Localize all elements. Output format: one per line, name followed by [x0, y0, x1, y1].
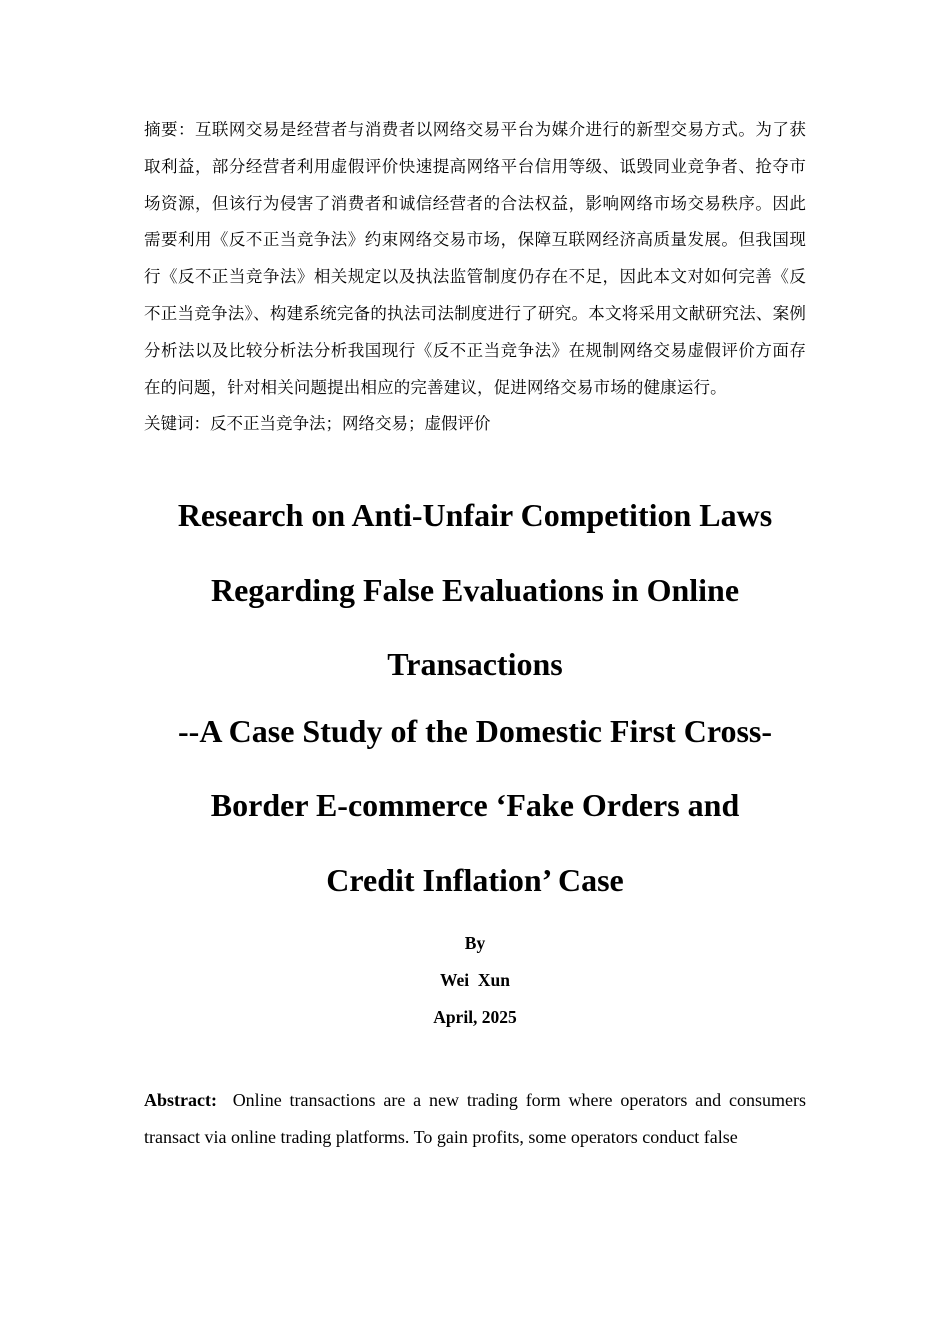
author-name: Wei Xun — [439, 970, 511, 991]
english-abstract — [144, 1082, 806, 1156]
chinese-abstract-label: 摘要： — [144, 120, 195, 139]
english-abstract-text: Online transactions are a new trading form where operators and consumers transact via online trading platforms. To gain profits, some operators conduct false — [144, 1090, 806, 1148]
publication-date: April, 2025 — [433, 1007, 517, 1028]
english-title-line-3: Transactions — [387, 646, 563, 683]
byline — [144, 925, 806, 1036]
document-page — [144, 112, 806, 1156]
chinese-keywords-text: 反不正当竞争法；网络交易；虚假评价 — [210, 414, 491, 434]
english-subtitle-line-3: Credit Inflation’ Case — [326, 861, 624, 898]
byline-by: By — [464, 933, 486, 954]
chinese-keywords — [144, 406, 806, 442]
english-subtitle-line-2: Border E-commerce ‘Fake Orders and — [210, 787, 740, 824]
chinese-abstract-text: 互联网交易是经营者与消费者以网络交易平台为媒介进行的新型交易方式。为了获取利益，部分经营者利用虚假评价快速提高网络平台信用等级、诋毁同业竞争者、抢夺市场资源，但该行为侵害了消费者和诚信经营者的合法权益，影响网络市场交易秩序。因此需要利用《反不正当竞争法》约束网络交易市场，保障互联网经济高质量发展。但我国现行《反不正当竞争法》相关规定以及执法监管制度仍存在不足，因此本文对如何完善《反不正当竞争法》、构建系统完备的执法司法制度进行了研究。本文将采用文献研究法、案例分析法以及比较分析法分析我国现行《反不正当竞争法》在规制网络交易虚假评价方面存在的问题，针对相关问题提出相应的完善建议，促进网络交易市场的健康运行。 — [144, 120, 806, 397]
english-title-line-2: Regarding False Evaluations in Online — [210, 571, 740, 608]
chinese-keywords-label: 关键词： — [144, 414, 210, 434]
english-subtitle-line-1: --A Case Study of the Domestic First Cross- — [178, 712, 772, 749]
english-subtitle — [144, 694, 806, 918]
english-abstract-label: Abstract: — [144, 1090, 217, 1111]
english-title — [144, 478, 806, 702]
chinese-abstract — [144, 112, 806, 406]
english-title-line-1: Research on Anti-Unfair Competition Laws — [177, 497, 773, 534]
